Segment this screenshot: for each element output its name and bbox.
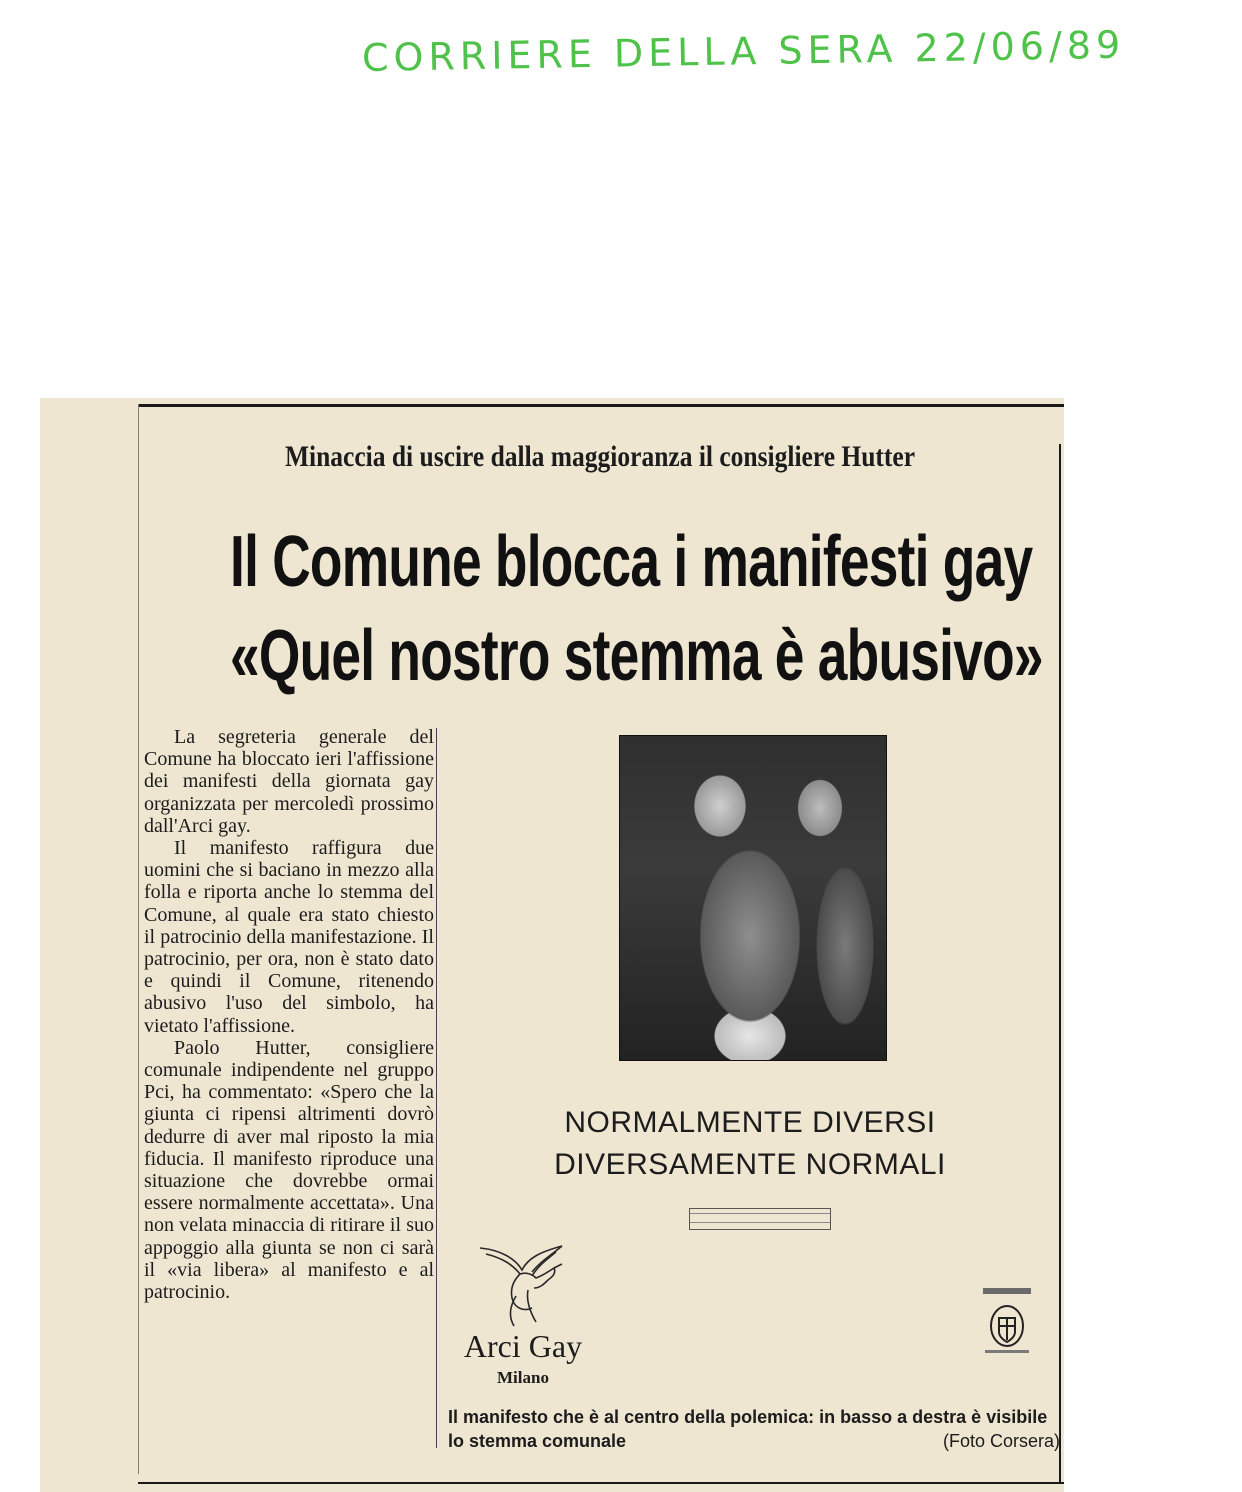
article-paragraph: Il manifesto raffigura due uomini che si baciano in mezzo alla folla e riporta anche lo stemma del Comune, al quale era stato chiesto il patrocinio della manifestazione. Il patrocinio, per ora, non è stato dato e quindi il Comune, ritenendo abusivo l'uso del simbolo, ha vietato l'affissione. — [144, 837, 434, 1037]
pegasus-icon — [470, 1228, 580, 1338]
poster-photo — [619, 735, 887, 1061]
arci-gay-logotype: Arci Gay — [463, 1328, 583, 1364]
headline-line-2: «Quel nostro stemma è abusivo» — [230, 616, 1043, 696]
handwritten-source-note: CORRIERE DELLA SERA 22/06/89 — [361, 22, 1126, 80]
newspaper-clipping — [40, 398, 1064, 1492]
article-paragraph: La segreteria generale del Comune ha bloccato ieri l'affissione dei manifesti della giornata gay organizzata per mercoledì prossimo dall'Arci gay. — [144, 726, 434, 837]
left-edge-rule — [138, 404, 139, 1474]
photo-credit: (Foto Corsera) — [942, 1431, 1060, 1451]
top-rule — [138, 404, 1064, 407]
article-paragraph: Paolo Hutter, consigliere comunale indipendente nel gruppo Pci, ha commentato: «Spero che la giunta ci ripensi altrimenti dovrò dedurre di aver mal riposto la mia fiducia. Il manifesto riproduce una situazione che dovrebbe ormai essere normalmente accettata». Una non velata minaccia di ritirare il suo appoggio alla giunta se non ci sarà il «via libera» al manifesto e al patrocinio. — [144, 1036, 434, 1304]
article-body — [144, 726, 434, 1303]
poster-fine-print — [689, 1208, 831, 1230]
caption-text: Il manifesto che è al centro della polemica: in basso a destra è visibile lo stemma comunale — [448, 1407, 1048, 1451]
poster-slogan-line-1: NORMALMENTE DIVERSI — [564, 1106, 936, 1139]
city-crest-icon — [977, 1286, 1037, 1356]
right-border-rule — [1059, 444, 1061, 1484]
column-divider — [436, 728, 437, 1448]
photo-caption — [448, 1405, 1060, 1453]
bottom-rule — [138, 1482, 1064, 1484]
kicker-subheadline: Minaccia di uscire dalla maggioranza il consigliere Hutter — [284, 440, 916, 473]
poster-slogan-line-2: DIVERSAMENTE NORMALI — [554, 1148, 946, 1181]
headline-line-1: Il Comune blocca i manifesti gay — [230, 522, 1033, 602]
arci-gay-city: Milano — [497, 1368, 549, 1387]
